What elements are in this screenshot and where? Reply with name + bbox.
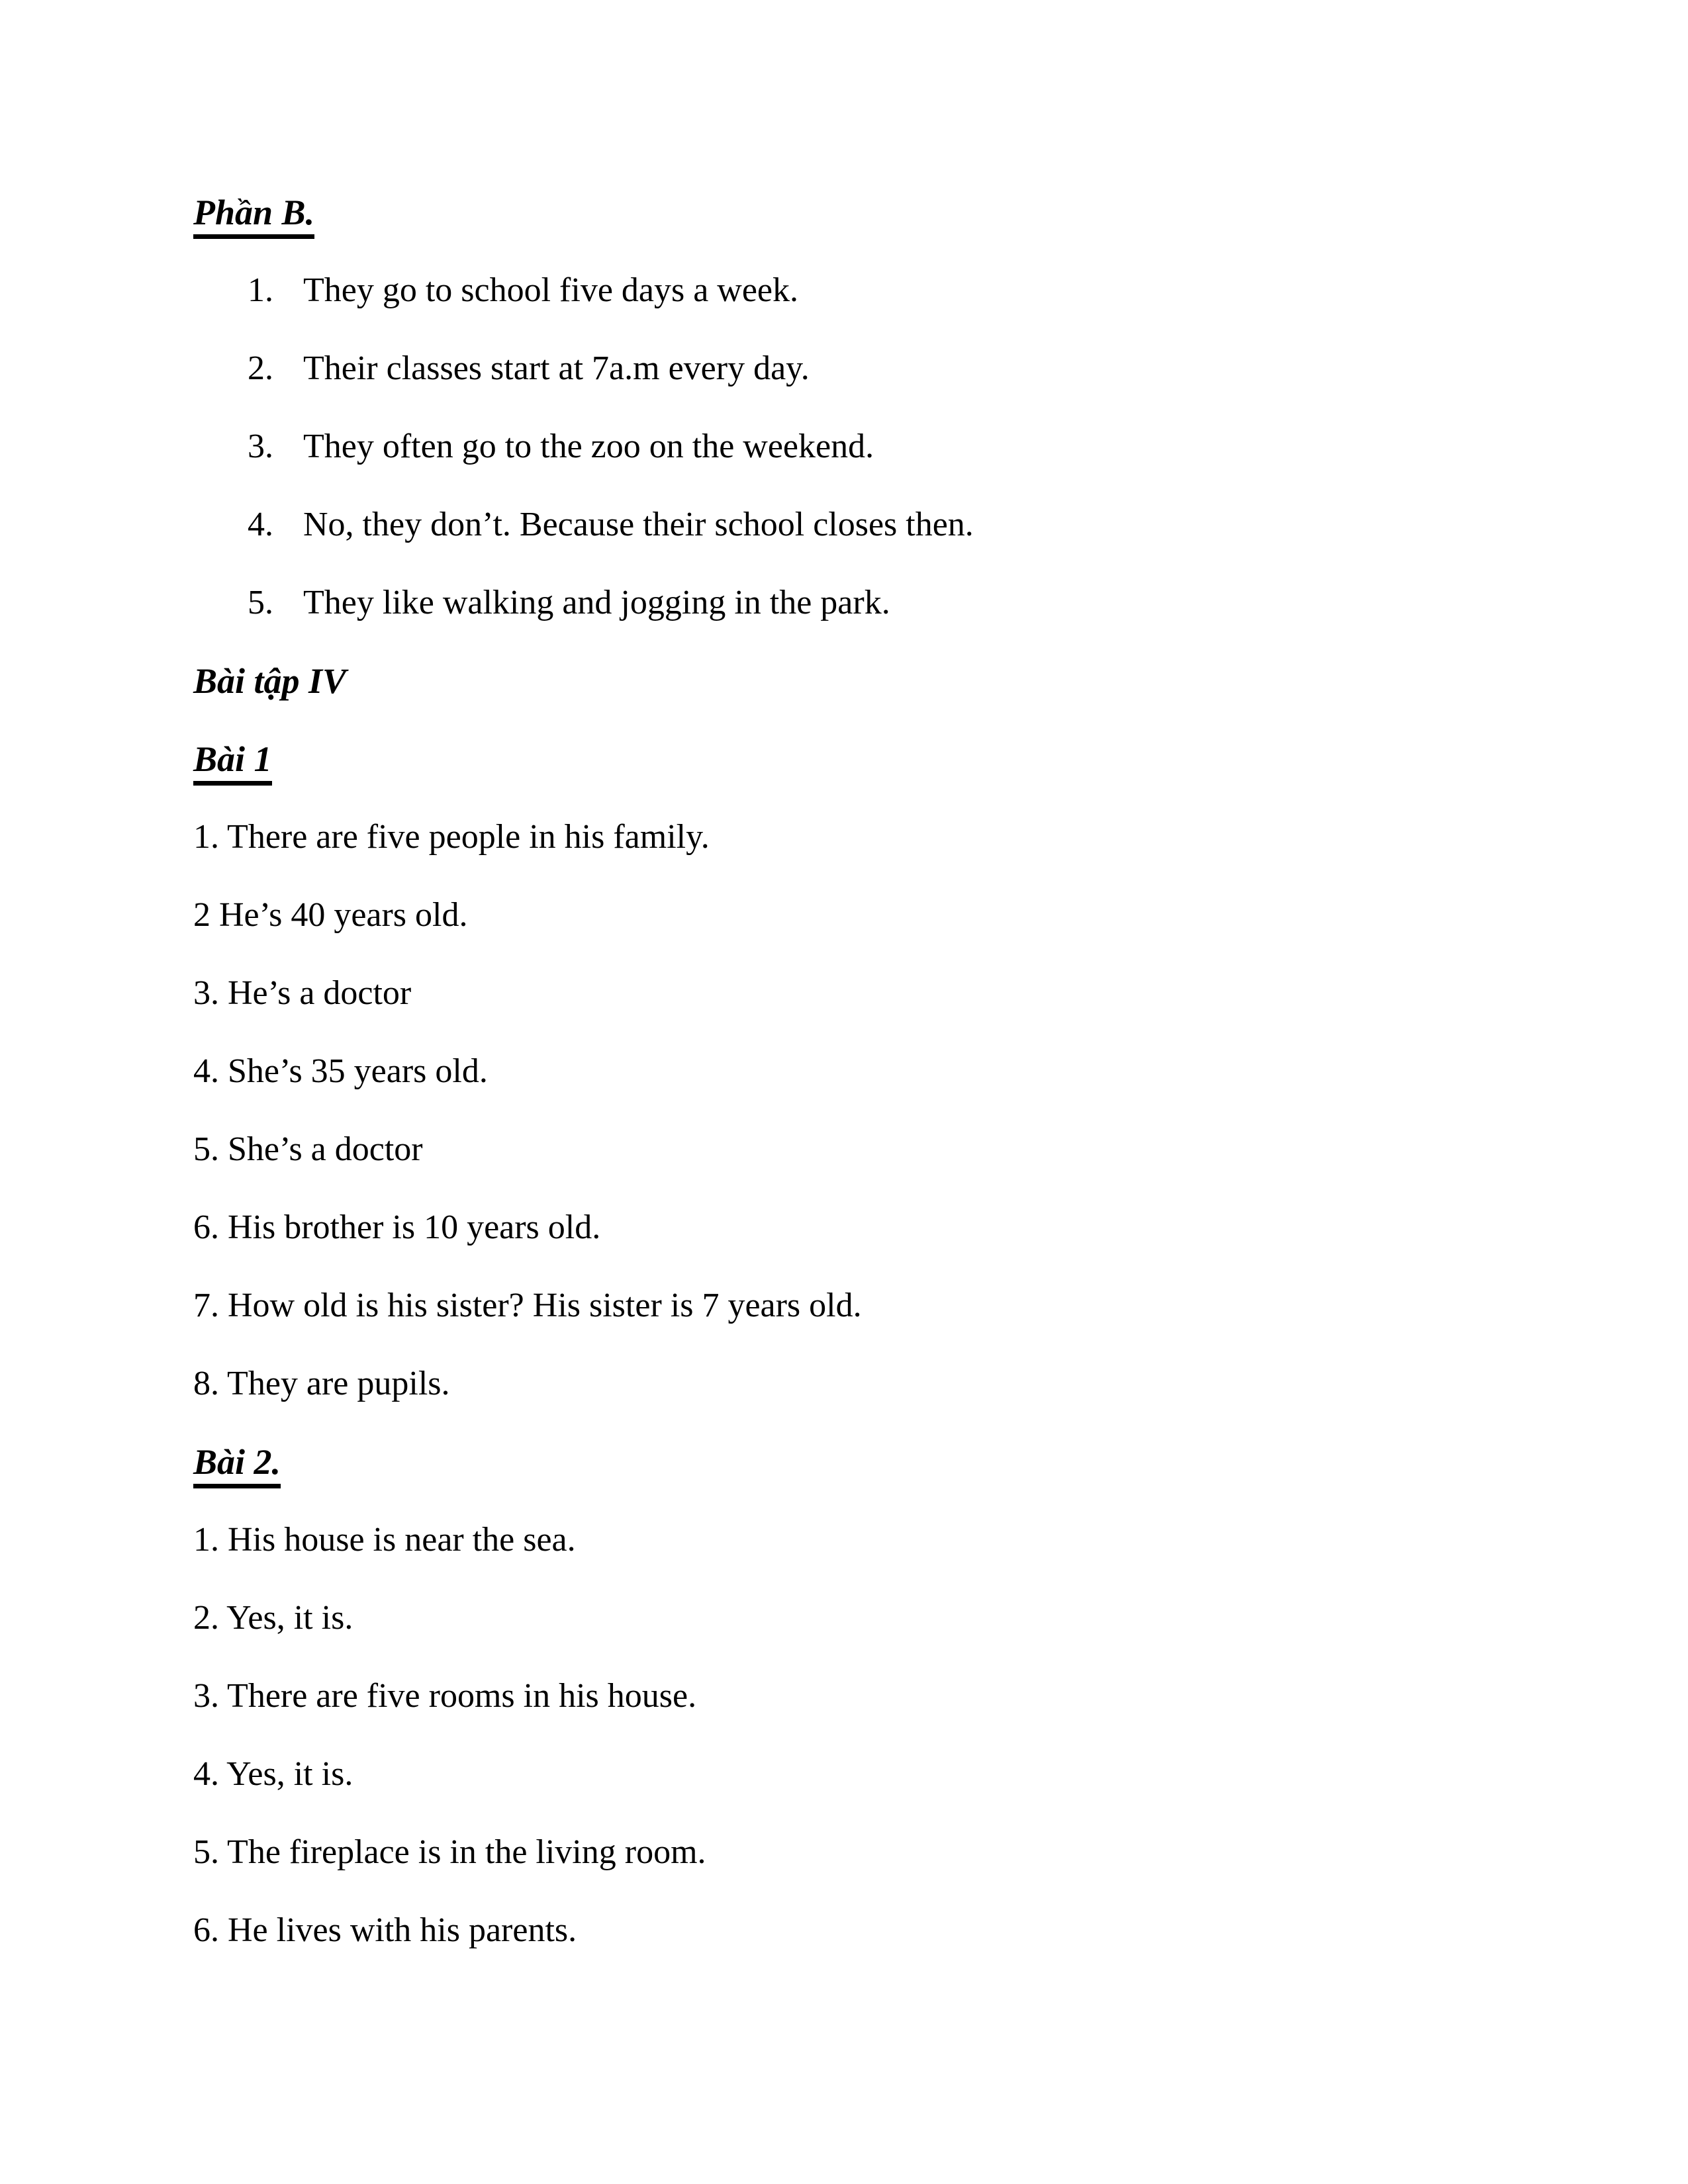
answer-line: 2 He’s 40 years old. [193,896,468,934]
answer-line: 6. He lives with his parents. [193,1911,577,1949]
answer-number: 3. [248,428,273,465]
answer-number: 1. [248,271,273,309]
answer-text: They like walking and jogging in the park. [303,584,890,621]
exercise-iv-heading-text: Bài tập IV [193,661,347,701]
bai2-heading [193,1423,1569,1501]
section-b-heading [193,173,1569,251]
answer-text: No, they don’t. Because their school closes then. [303,506,974,543]
answer-line: 5. She’s a doctor [193,1130,423,1168]
answer-line: 3. There are five rooms in his house. [193,1677,697,1715]
answer-number: 2. [248,349,273,387]
bai1-heading-text: Bài 1 [193,739,272,786]
bai1-heading [193,720,1569,798]
answer-line: 2. Yes, it is. [193,1599,353,1637]
answer-line: 6. His brother is 10 years old. [193,1208,601,1246]
answer-line [193,564,1569,642]
answer-line: 3. He’s a doctor [193,974,412,1012]
answer-line [193,486,1569,564]
answer-line: 5. The fireplace is in the living room. [193,1833,706,1871]
answer-line [193,408,1569,486]
answer-line [193,330,1569,408]
answer-text: They go to school five days a week. [303,271,799,309]
answer-line [193,251,1569,330]
answer-line: 4. She’s 35 years old. [193,1052,488,1090]
answer-line: 4. Yes, it is. [193,1755,353,1793]
section-b-heading-text: Phần B. [193,193,314,239]
answer-line: 1. His house is near the sea. [193,1521,576,1559]
answer-number: 4. [248,506,273,543]
answer-text: Their classes start at 7a.m every day. [303,349,810,387]
answer-line: 7. How old is his sister? His sister is 7 years old. [193,1287,862,1324]
answer-number: 5. [248,584,273,621]
answer-line: 1. There are five people in his family. [193,818,710,856]
answer-text: They often go to the zoo on the weekend. [303,428,874,465]
answer-line: 8. They are pupils. [193,1365,450,1402]
bai2-heading-text: Bài 2. [193,1442,281,1488]
exercise-iv-heading [193,642,1569,720]
